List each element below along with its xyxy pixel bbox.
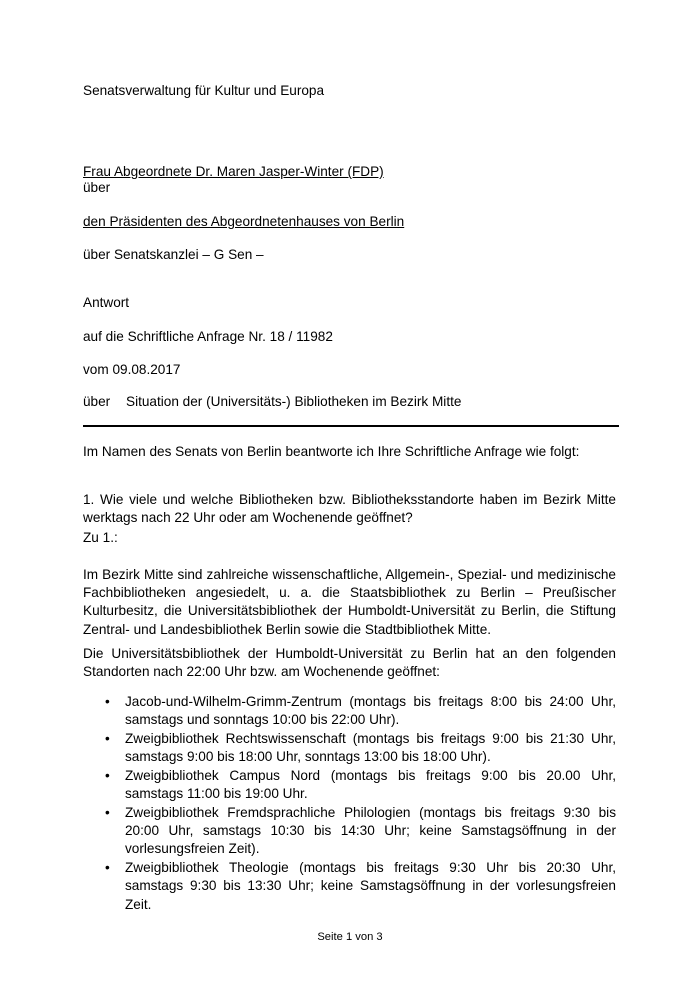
paragraph-humboldt: Die Universitätsbibliothek der Humboldt-Universität zu Berlin hat an den folgenden Standorten nach 22:00 Uhr bzw. am Wochenende geöffnet: [83,646,616,680]
answer-1-label: Zu 1.: [83,530,118,545]
list-item: • Zweigbibliothek Campus Nord (montags bis freitags 9:00 bis 20.00 Uhr, samstags 11:00 bis 19:00 Uhr. [105,768,616,802]
list-item: • Zweigbibliothek Theologie (montags bis freitags 9:30 Uhr bis 20:30 Uhr, samstags 9:30 bis 13:30 Uhr; keine Samstagsöffnung in der vorlesungsfreien Zeit. [105,860,616,912]
list-item: • Zweigbibliothek Fremdsprachliche Philologien (montags bis freitags 9:30 bis 20:00 Uhr, samstags 10:30 bis 14:30 Uhr; keine Samstagsöffnung in der vorlesungsfreien Zeit). [105,805,616,857]
intro-sentence: Im Namen des Senats von Berlin beantworte ich Ihre Schriftliche Anfrage wie folgt: [83,444,580,459]
bullet-icon: • [105,860,110,876]
subject-label: über [83,394,111,409]
via-label: über [83,180,111,195]
inquiry-date: vom 09.08.2017 [83,362,181,377]
recipient-name: Frau Abgeordnete Dr. Maren Jasper-Winter (FDP) [83,164,384,179]
bullet-icon: • [105,805,110,820]
bullet-icon: • [105,768,110,783]
answer-label: Antwort [83,295,130,310]
opening-hours-list [83,693,616,914]
president-address: den Präsidenten des Abgeordnetenhauses von Berlin [83,214,405,229]
list-item: • Zweigbibliothek Rechtswissenschaft (montags bis freitags 9:00 bis 21:30 Uhr, samstags 9:00 bis 18:00 Uhr, sonntags 13:00 bis 18:00 Uhr). [105,731,616,765]
bullet-icon: • [105,731,110,746]
separator-line [83,425,619,427]
paragraph-libraries: Im Bezirk Mitte sind zahlreiche wissenschaftliche, Allgemein-, Spezial- und medizinische Fachbibliotheken angesiedelt, u. a. die Staatsbibliothek zu Berlin – Preußischer Kulturbesitz, die Universitätsbibliothek der Humboldt-Universität zu Berlin, die Stiftung Zentral- und Landesbibliothek Berlin sowie die Stadtbibliothek Mitte. [83,567,616,637]
question-1: 1. Wie viele und welche Bibliotheken bzw. Bibliotheksstandorte haben im Bezirk Mitte werktags nach 22 Uhr oder am Wochenende geöffnet? [83,492,616,526]
department-name: Senatsverwaltung für Kultur und Europa [83,83,325,98]
page-number: Seite 1 von 3 [317,931,383,943]
bullet-icon: • [105,694,110,709]
chancellery-route: über Senatskanzlei – G Sen – [83,247,264,262]
subject-text: Situation der (Universitäts-) Bibliotheken im Bezirk Mitte [126,394,462,409]
inquiry-number: auf die Schriftliche Anfrage Nr. 18 / 11982 [83,329,333,344]
list-item: • Jacob-und-Wilhelm-Grimm-Zentrum (montags bis freitags 8:00 bis 24:00 Uhr, samstags und sonntags 10:00 bis 22:00 Uhr). [105,694,616,728]
